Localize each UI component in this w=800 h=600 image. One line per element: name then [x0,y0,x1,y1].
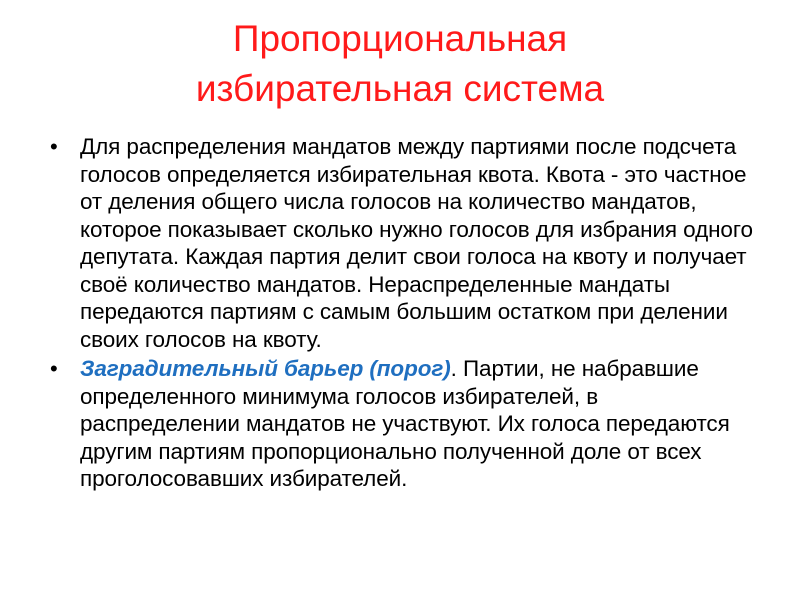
bullet-marker: • [50,356,58,381]
bullet-quota [48,133,758,353]
slide-content [48,133,758,495]
bullet-quota-text: Для распределения мандатов между партиями после подсчета голосов определяется избирательная квота. Квота - это частное от деления общего числа голосов на количество мандатов, которое показывает сколько нужно голосов для избрания одного депутата. Каждая партия делит свои голоса на квоту и получает своё количество мандатов. Нераспределенные мандаты передаются партиям с самым большим остатком при делении своих голосов на квоту. [80,134,753,352]
slide-title-line-2: избирательная система [195,68,605,109]
slide-title-line-1: Пропорциональная [232,18,568,59]
bullet-barrier [48,355,758,493]
bullet-marker: • [50,134,58,159]
bullet-barrier-text: . Партии, не набравшие определенного минимума голосов избирателей, в распределении мандатов не участвуют. Их голоса передаются другим партиям пропорционально полученной доле от всех проголосовавших избирателей. [80,356,730,491]
slide-title [40,14,760,114]
bullet-barrier-term: Заградительный барьер (порог) [80,356,451,381]
